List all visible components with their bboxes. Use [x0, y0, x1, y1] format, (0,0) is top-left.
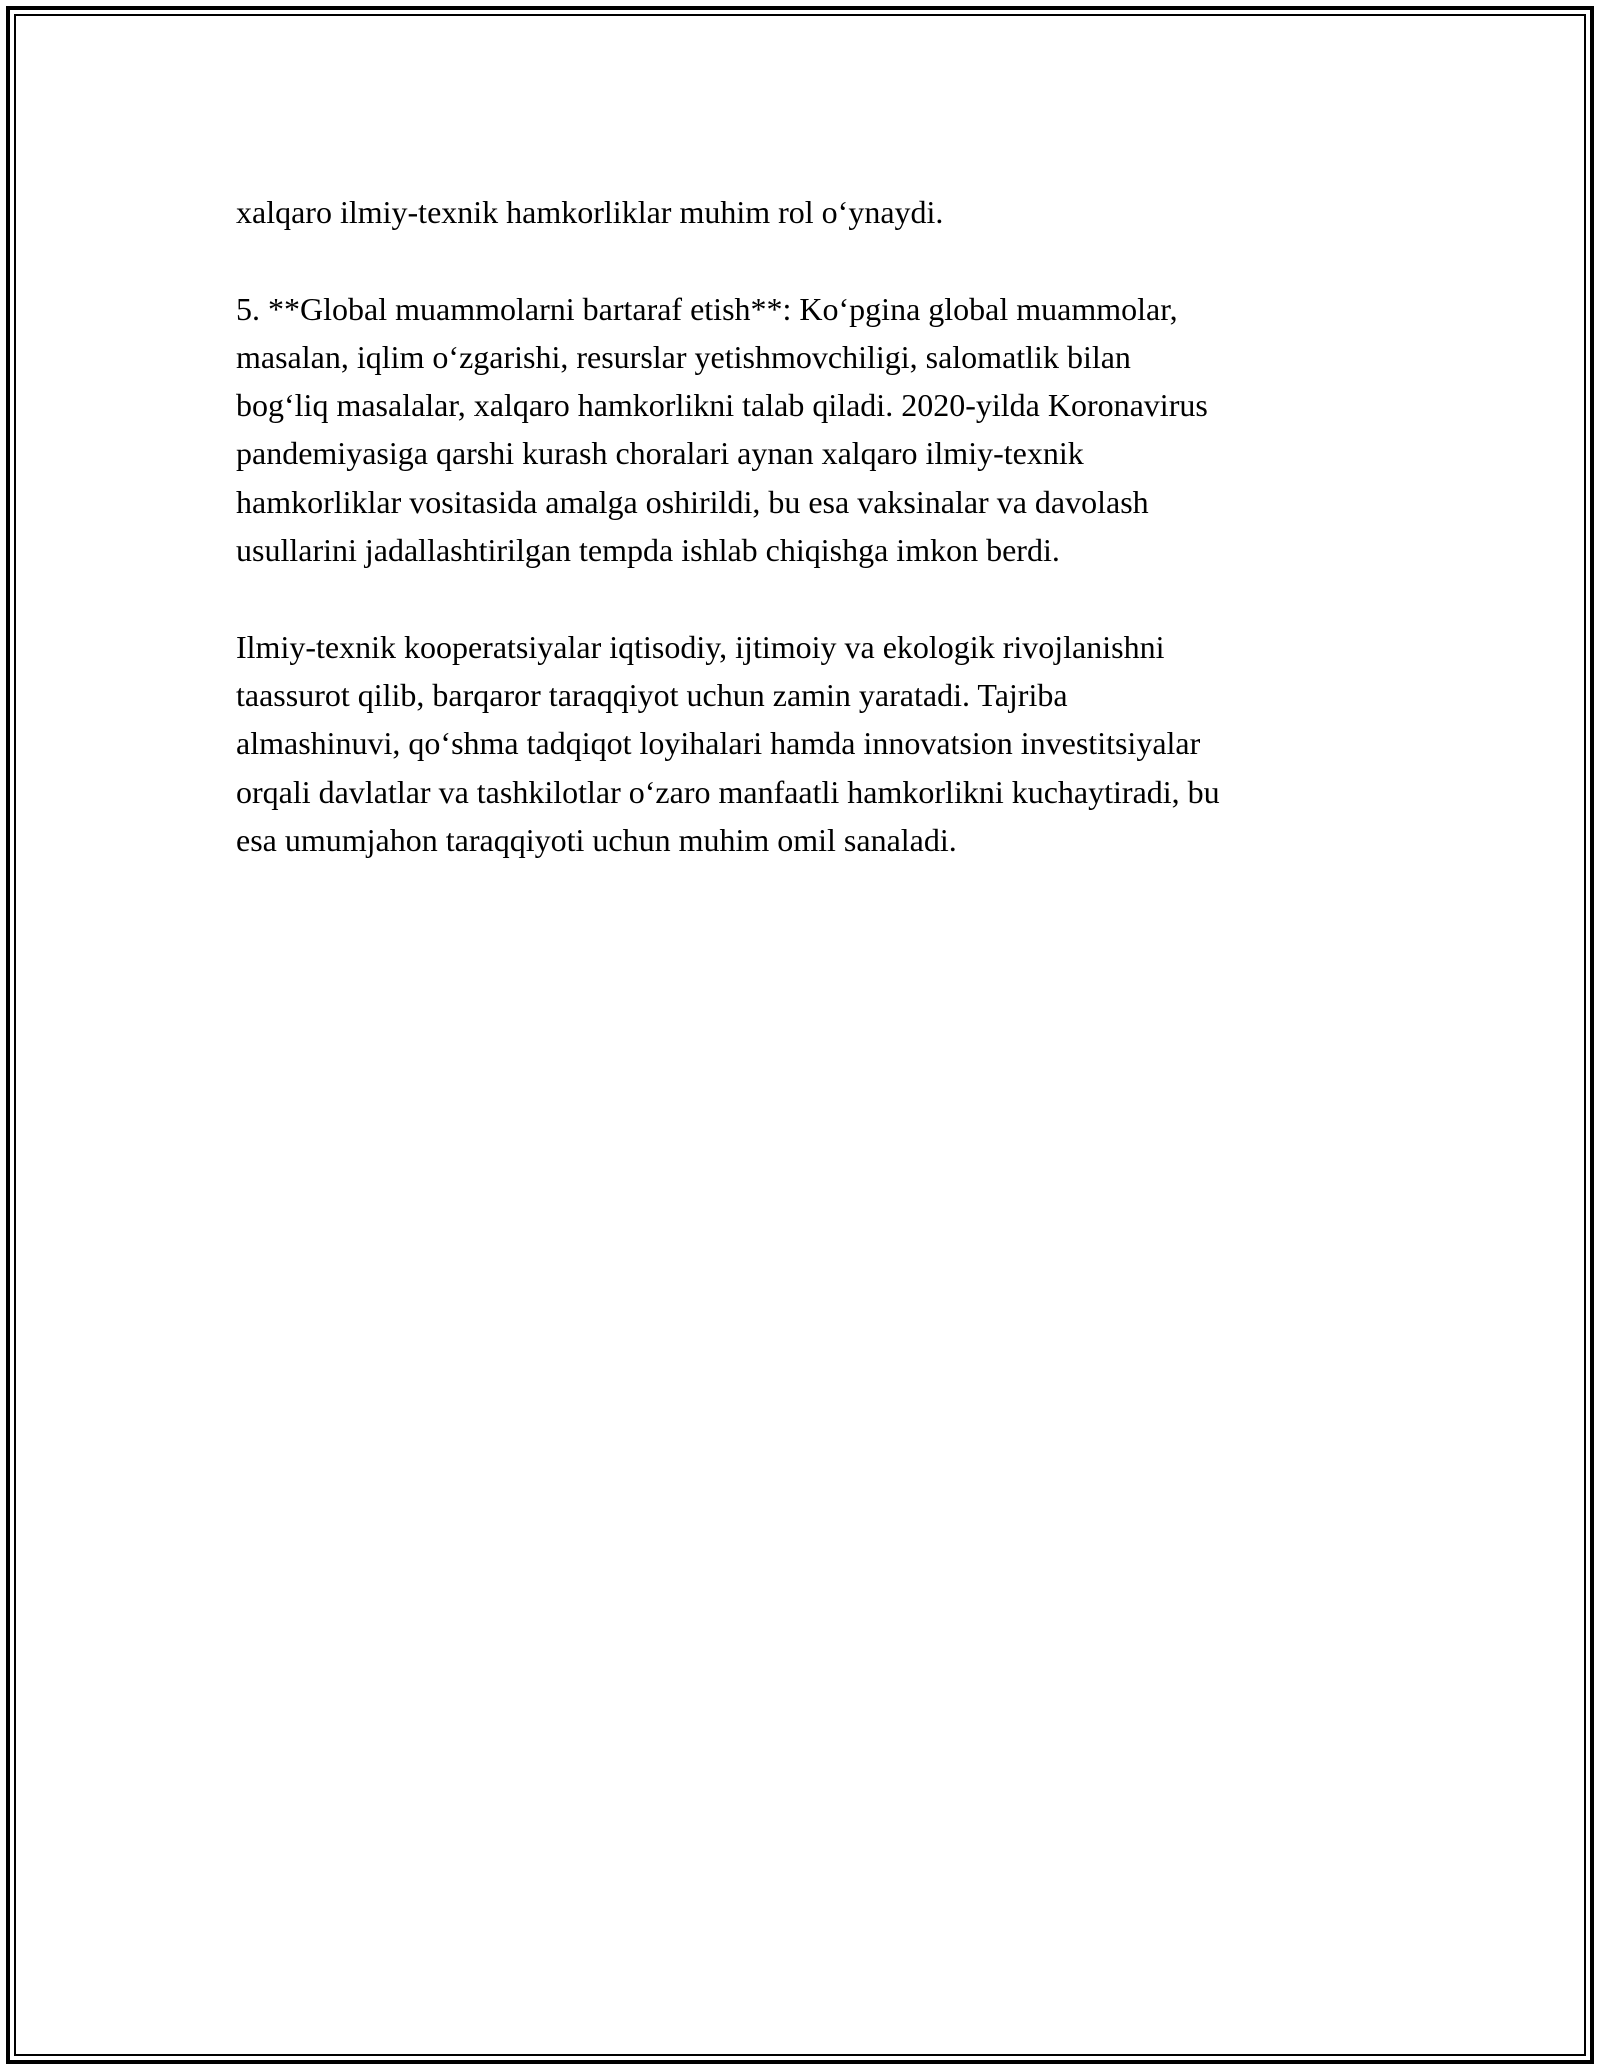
text-line: bog‘liq masalalar, xalqaro hamkorlikni talab qiladi. 2020-yilda Koronavirus: [236, 387, 1208, 424]
paragraph-global-problems: [236, 285, 1376, 575]
paragraph-continuation: [236, 188, 1376, 236]
text-line: Ilmiy-texnik kooperatsiyalar iqtisodiy, ijtimoiy va ekologik rivojlanishni: [236, 628, 1165, 665]
text-line: esa umumjahon taraqqiyoti uchun muhim omil sanaladi.: [236, 821, 957, 858]
paragraph-conclusion: [236, 623, 1376, 864]
text-line: pandemiyasiga qarshi kurash choralari aynan xalqaro ilmiy-texnik: [236, 435, 1084, 472]
text-line: orqali davlatlar va tashkilotlar o‘zaro manfaatli hamkorlikni kuchaytiradi, bu: [236, 773, 1220, 810]
text-line: xalqaro ilmiy-texnik hamkorliklar muhim rol o‘ynaydi.: [236, 194, 944, 230]
text-line: taassurot qilib, barqaror taraqqiyot uchun zamin yaratadi. Tajriba: [236, 676, 1068, 713]
text-line: almashinuvi, qo‘shma tadqiqot loyihalari hamda innovatsion investitsiyalar: [236, 725, 1201, 762]
text-line: usullarini jadallashtirilgan tempda ishlab chiqishga imkon berdi.: [236, 532, 1060, 569]
text-line: masalan, iqlim o‘zgarishi, resurslar yetishmovchiligi, salomatlik bilan: [236, 338, 1131, 375]
document-body: [236, 188, 1376, 912]
text-line: 5. **Global muammolarni bartaraf etish**: Ko‘pgina global muammolar,: [236, 290, 1178, 327]
text-line: hamkorliklar vositasida amalga oshirildi, bu esa vaksinalar va davolash: [236, 483, 1149, 520]
